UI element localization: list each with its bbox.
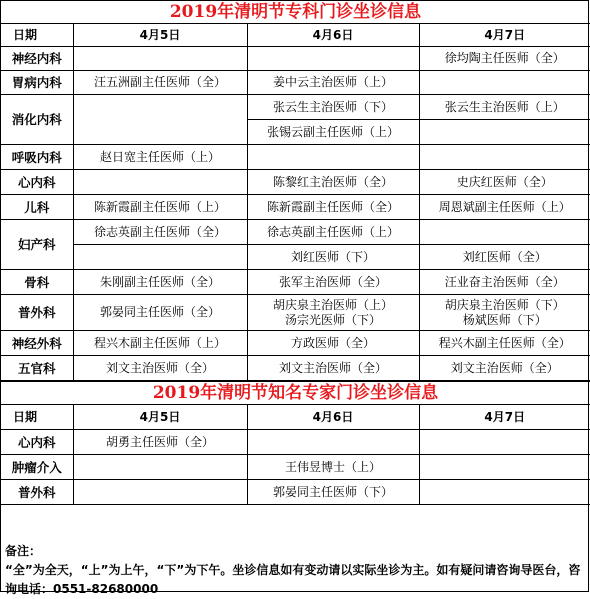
- schedule-cell: [419, 430, 590, 455]
- schedule-cell: 汪业奋主治医师（全）: [419, 270, 590, 295]
- schedule-cell: [419, 480, 590, 505]
- schedule-cell: 郭晏同主任医师（全）: [73, 295, 247, 331]
- schedule-cell: [73, 480, 247, 505]
- schedule-cell: 汪五洲副主任医师（全）: [73, 71, 247, 95]
- day-header: 4月5日: [73, 405, 247, 430]
- expert-clinic-table: [1, 381, 590, 505]
- schedule-cell: [73, 170, 247, 195]
- schedule-cell: [247, 47, 419, 71]
- day-header: 4月5日: [73, 24, 247, 47]
- schedule-cell: 程兴木副主任医师（全）: [419, 331, 590, 356]
- schedule-cell: [419, 455, 590, 480]
- table-title: 2019年清明节专科门诊坐诊信息: [1, 1, 590, 24]
- schedule-cell: 刘文主治医师（全）: [247, 356, 419, 381]
- schedule-cell: 王伟昱博士（上）: [247, 455, 419, 480]
- schedule-cell: [247, 295, 419, 331]
- schedule-line: 汤宗光医师（下）: [284, 312, 381, 327]
- dept-cell: 呼吸内科: [1, 145, 73, 170]
- dept-cell: 心内科: [1, 430, 73, 455]
- schedule-cell: 徐均陶主任医师（全）: [419, 47, 590, 71]
- schedule-cell: 刘文主治医师（全）: [73, 356, 247, 381]
- schedule-cell: 程兴木副主任医师（上）: [73, 331, 247, 356]
- schedule-cell: 刘红医师（全）: [419, 245, 590, 270]
- date-header: 日期: [1, 405, 73, 430]
- schedule-cell: [73, 47, 247, 71]
- schedule-cell: [247, 145, 419, 170]
- schedule-cell: 陈新霞副主任医师（全）: [247, 195, 419, 220]
- schedule-cell: 张云生主治医师（上）: [419, 95, 590, 120]
- dept-cell: 胃病内科: [1, 71, 73, 95]
- schedule-cell: [419, 120, 590, 145]
- schedule-cell: 张锡云副主任医师（上）: [247, 120, 419, 145]
- dept-cell: 五官科: [1, 356, 73, 381]
- remarks-label: 备注：: [5, 544, 42, 558]
- schedule-cell: 张云生主治医师（下）: [247, 95, 419, 120]
- remarks-text: “全”为全天，“上”为上午，“下”为下午。坐诊信息如有变动请以实际坐诊为主。如有疑问请咨询导医台，咨询电话：0551-82680000: [5, 563, 581, 596]
- schedule-cell: [73, 95, 247, 145]
- table-title: 2019年清明节知名专家门诊坐诊信息: [1, 382, 590, 405]
- schedule-cell: [73, 455, 247, 480]
- dept-cell: 妇产科: [1, 220, 73, 270]
- schedule-cell: 赵日宽主任医师（上）: [73, 145, 247, 170]
- dept-cell: 心内科: [1, 170, 73, 195]
- schedule-cell: [247, 430, 419, 455]
- schedule-cell: [419, 145, 590, 170]
- date-header: 日期: [1, 24, 73, 47]
- dept-cell: 普外科: [1, 480, 73, 505]
- schedule-cell: 徐志英副主任医师（全）: [73, 220, 247, 245]
- schedule-line: 胡庆泉主治医师（上）: [272, 297, 393, 312]
- schedule-cell: 陈黎红主治医师（全）: [247, 170, 419, 195]
- dept-cell: 消化内科: [1, 95, 73, 145]
- schedule-cell: 方政医师（全）: [247, 331, 419, 356]
- schedule-cell: 史庆红医师（全）: [419, 170, 590, 195]
- dept-cell: 神经外科: [1, 331, 73, 356]
- dept-cell: 儿科: [1, 195, 73, 220]
- schedule-cell: [419, 220, 590, 245]
- dept-cell: 骨科: [1, 270, 73, 295]
- day-header: 4月6日: [247, 405, 419, 430]
- schedule-cell: 姜中云主治医师（上）: [247, 71, 419, 95]
- dept-cell: 肿瘤介入: [1, 455, 73, 480]
- schedule-cell: 刘红医师（下）: [247, 245, 419, 270]
- schedule-cell: [73, 245, 247, 270]
- day-header: 4月7日: [419, 24, 590, 47]
- specialist-clinic-table: [1, 1, 590, 381]
- schedule-cell: 朱刚副主任医师（全）: [73, 270, 247, 295]
- day-header: 4月7日: [419, 405, 590, 430]
- schedule-cell: 徐志英副主任医师（上）: [247, 220, 419, 245]
- schedule-cell: 张军主治医师（全）: [247, 270, 419, 295]
- schedule-cell: 郭晏同主任医师（下）: [247, 480, 419, 505]
- schedule-line: 杨斌医师（下）: [462, 312, 547, 327]
- schedule-cell: 陈新霞副主任医师（上）: [73, 195, 247, 220]
- schedule-cell: [419, 295, 590, 331]
- schedule-line: 胡庆泉主治医师（下）: [444, 297, 565, 312]
- schedule-cell: 刘文主治医师（全）: [419, 356, 590, 381]
- remarks: [5, 542, 585, 599]
- day-header: 4月6日: [247, 24, 419, 47]
- schedule-cell: 周恩斌副主任医师（上）: [419, 195, 590, 220]
- dept-cell: 普外科: [1, 295, 73, 331]
- schedule-cell: [419, 71, 590, 95]
- schedule-cell: 胡勇主任医师（全）: [73, 430, 247, 455]
- dept-cell: 神经内科: [1, 47, 73, 71]
